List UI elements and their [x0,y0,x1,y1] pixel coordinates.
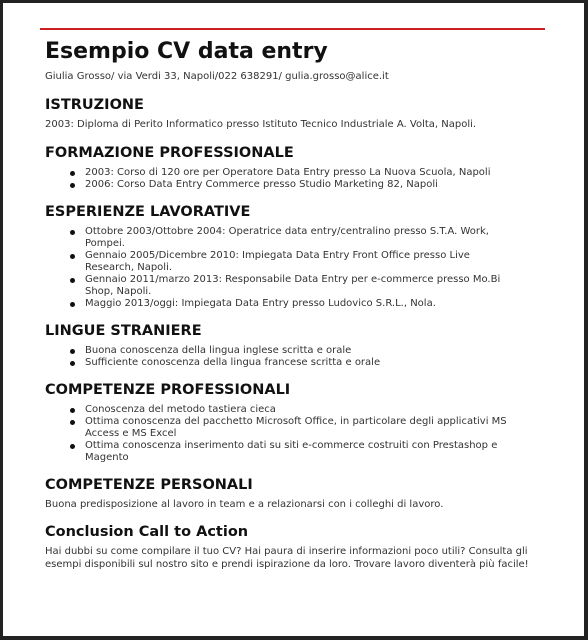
list-item: 2006: Corso Data Entry Commerce presso Studio Marketing 82, Napoli [85,179,550,191]
section-heading-competenze-professionali: COMPETENZE PROFESSIONALI [45,381,291,398]
competenze-personali-text: Buona predisposizione al lavoro in team e a relazionarsi con i colleghi di lavoro. [45,498,444,510]
section-heading-conclusion: Conclusion Call to Action [45,524,249,540]
istruzione-text: 2003: Diploma di Perito Informatico presso Istituto Tecnico Industriale A. Volta, Napoli. [45,119,477,130]
esperienze-list [45,226,550,310]
section-heading-esperienze: ESPERIENZE LAVORATIVE [45,203,251,220]
contact-info: Giulia Grosso/ via Verdi 33, Napoli/022 638291/ gulia.grosso@alice.it [45,71,389,82]
list-item: 2003: Corso di 120 ore per Operatore Data Entry presso La Nuova Scuola, Napoli [85,167,550,179]
list-item: Conoscenza del metodo tastiera cieca [85,404,550,416]
conclusion-text: Hai dubbi su come compilare il tuo CV? Hai paura di inserire informazioni poco utili? Consulta gli esempi disponibili sul nostro sito e prendi ispirazione da loro. Trovare lavoro diventerà più facile! [45,546,529,570]
section-heading-lingue: LINGUE STRANIERE [45,322,202,339]
competenze-professionali-list [45,404,550,464]
list-item: Maggio 2013/oggi: Impiegata Data Entry presso Ludovico S.R.L., Nola. [85,298,550,310]
list-item: Ottima conoscenza del pacchetto Microsoft Office, in particolare degli applicativi MS Access e MS Excel [85,416,550,440]
cv-document [45,38,550,571]
section-heading-istruzione: ISTRUZIONE [45,97,144,113]
document-title: Esempio CV data entry [45,39,328,64]
accent-line [40,28,545,30]
section-heading-formazione: FORMAZIONE PROFESSIONALE [45,144,294,161]
lingue-list [45,345,550,369]
list-item: Sufficiente conoscenza della lingua francese scritta e orale [85,357,550,369]
list-item: Ottobre 2003/Ottobre 2004: Operatrice data entry/centralino presso S.T.A. Work, Pompei. [85,226,550,250]
section-heading-competenze-personali: COMPETENZE PERSONALI [45,476,253,493]
list-item: Gennaio 2011/marzo 2013: Responsabile Data Entry per e-commerce presso Mo.Bi Shop, Napoli. [85,274,550,298]
formazione-list [45,167,550,191]
list-item: Gennaio 2005/Dicembre 2010: Impiegata Data Entry Front Office presso Live Research, Napoli. [85,250,550,274]
list-item: Ottima conoscenza inserimento dati su siti e-commerce costruiti con Prestashop e Magento [85,440,550,464]
list-item: Buona conoscenza della lingua inglese scritta e orale [85,345,550,357]
